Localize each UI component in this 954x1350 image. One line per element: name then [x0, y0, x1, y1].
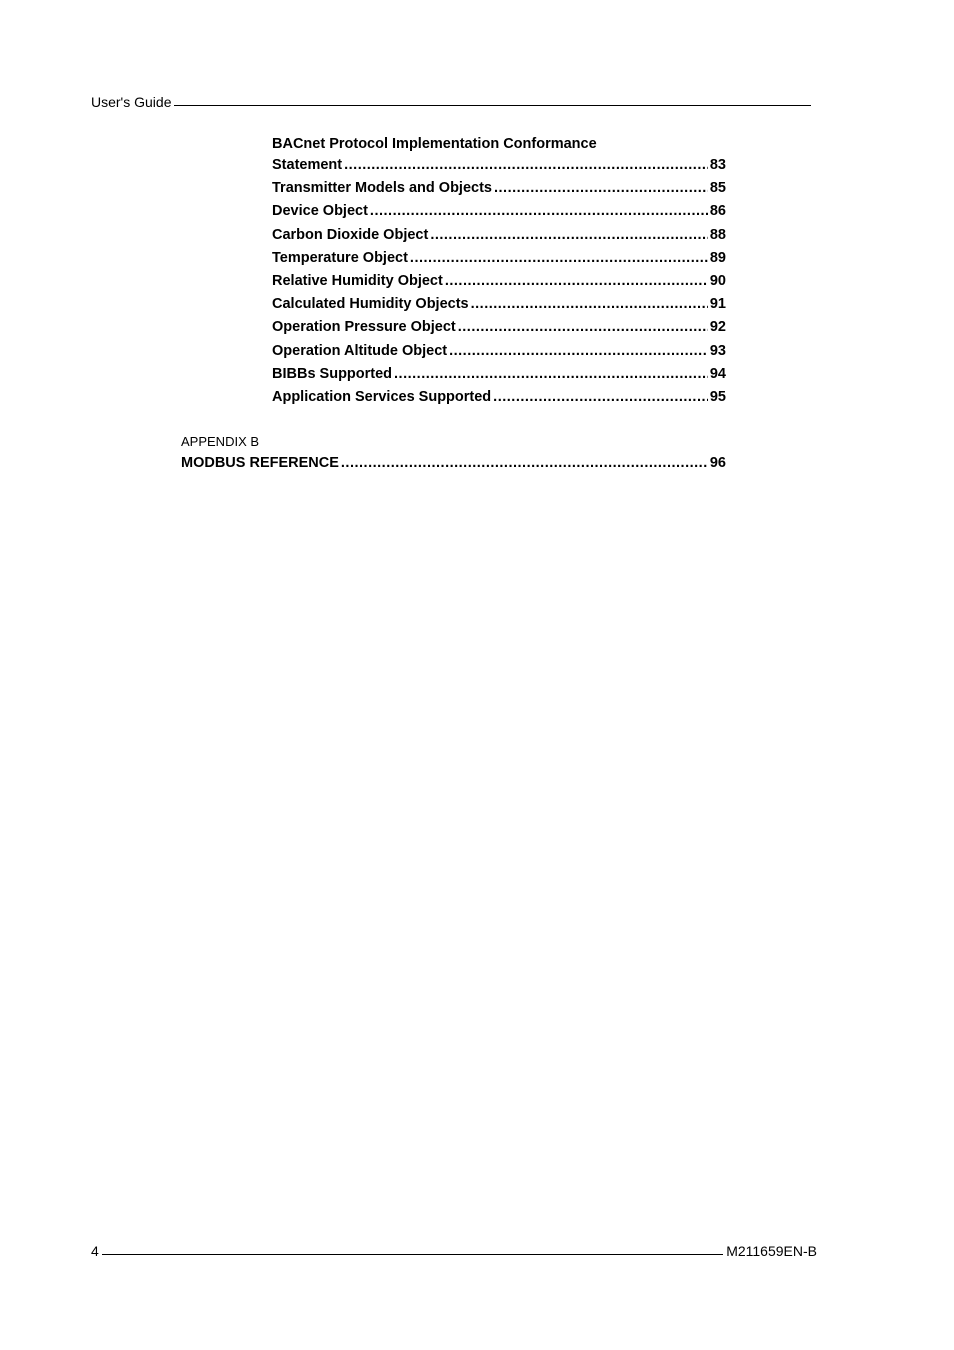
toc-entry-bacnet-pics[interactable] — [272, 135, 726, 177]
header-rule — [174, 105, 811, 106]
toc-entry-page: 90 — [709, 272, 726, 289]
toc-entry-title: BIBBs Supported — [272, 365, 393, 382]
toc-entry[interactable] — [272, 247, 726, 270]
dot-leader — [394, 363, 708, 386]
toc-entry-title: MODBUS REFERENCE — [181, 455, 339, 471]
toc-entry-page: 95 — [709, 388, 726, 405]
dot-leader — [430, 224, 708, 247]
toc-entry[interactable] — [272, 200, 726, 223]
dot-leader — [445, 270, 708, 293]
dot-leader — [410, 247, 708, 270]
toc-entry-page: 88 — [709, 226, 726, 243]
toc-entry-title-line2: Statement — [272, 157, 343, 173]
toc-entry-appendix[interactable] — [181, 452, 726, 475]
toc-entry[interactable] — [272, 270, 726, 293]
page-footer — [91, 1239, 817, 1259]
table-of-contents — [272, 135, 726, 409]
toc-entry-page: 93 — [709, 342, 726, 359]
toc-entry-title: Temperature Object — [272, 249, 408, 266]
dot-leader — [471, 293, 708, 316]
toc-entry-page: 96 — [709, 455, 726, 471]
toc-entry-page: 92 — [709, 319, 726, 336]
dot-leader — [493, 386, 708, 409]
toc-entry-title: Application Services Supported — [272, 388, 492, 405]
toc-entry-title: Carbon Dioxide Object — [272, 226, 429, 243]
toc-entry[interactable] — [272, 363, 726, 386]
toc-entry[interactable] — [272, 340, 726, 363]
toc-entry-page: 89 — [709, 249, 726, 266]
dot-leader — [344, 154, 708, 177]
toc-entry-page: 91 — [709, 296, 726, 313]
toc-entry-page: 94 — [709, 365, 726, 382]
toc-entry-title-line1: BACnet Protocol Implementation Conformance — [272, 136, 597, 152]
toc-entry-title: Device Object — [272, 203, 368, 220]
dot-leader — [449, 340, 708, 363]
toc-entry-title: Operation Altitude Object — [272, 342, 448, 359]
toc-entry[interactable] — [272, 316, 726, 339]
dot-leader — [370, 200, 708, 223]
toc-entry-page: 85 — [709, 180, 726, 197]
toc-entry[interactable] — [272, 293, 726, 316]
toc-entry[interactable] — [272, 224, 726, 247]
header-title: User's Guide — [91, 94, 172, 110]
toc-entry-page: 83 — [709, 157, 726, 173]
appendix-label: APPENDIX B — [181, 434, 260, 449]
dot-leader — [494, 177, 708, 200]
toc-entry-title: Operation Pressure Object — [272, 319, 456, 336]
toc-entry-page: 86 — [709, 203, 726, 220]
dot-leader — [458, 316, 708, 339]
footer-doc-id: M211659EN-B — [726, 1243, 817, 1259]
appendix-section — [181, 432, 726, 475]
dot-leader — [341, 452, 708, 475]
toc-entry[interactable] — [272, 386, 726, 409]
toc-entry[interactable] — [272, 177, 726, 200]
toc-entry-title: Relative Humidity Object — [272, 272, 443, 289]
page-header — [91, 90, 814, 110]
footer-rule — [102, 1254, 723, 1255]
footer-page-number: 4 — [91, 1243, 99, 1259]
toc-entry-title: Transmitter Models and Objects — [272, 180, 492, 197]
toc-entry-title: Calculated Humidity Objects — [272, 296, 469, 313]
